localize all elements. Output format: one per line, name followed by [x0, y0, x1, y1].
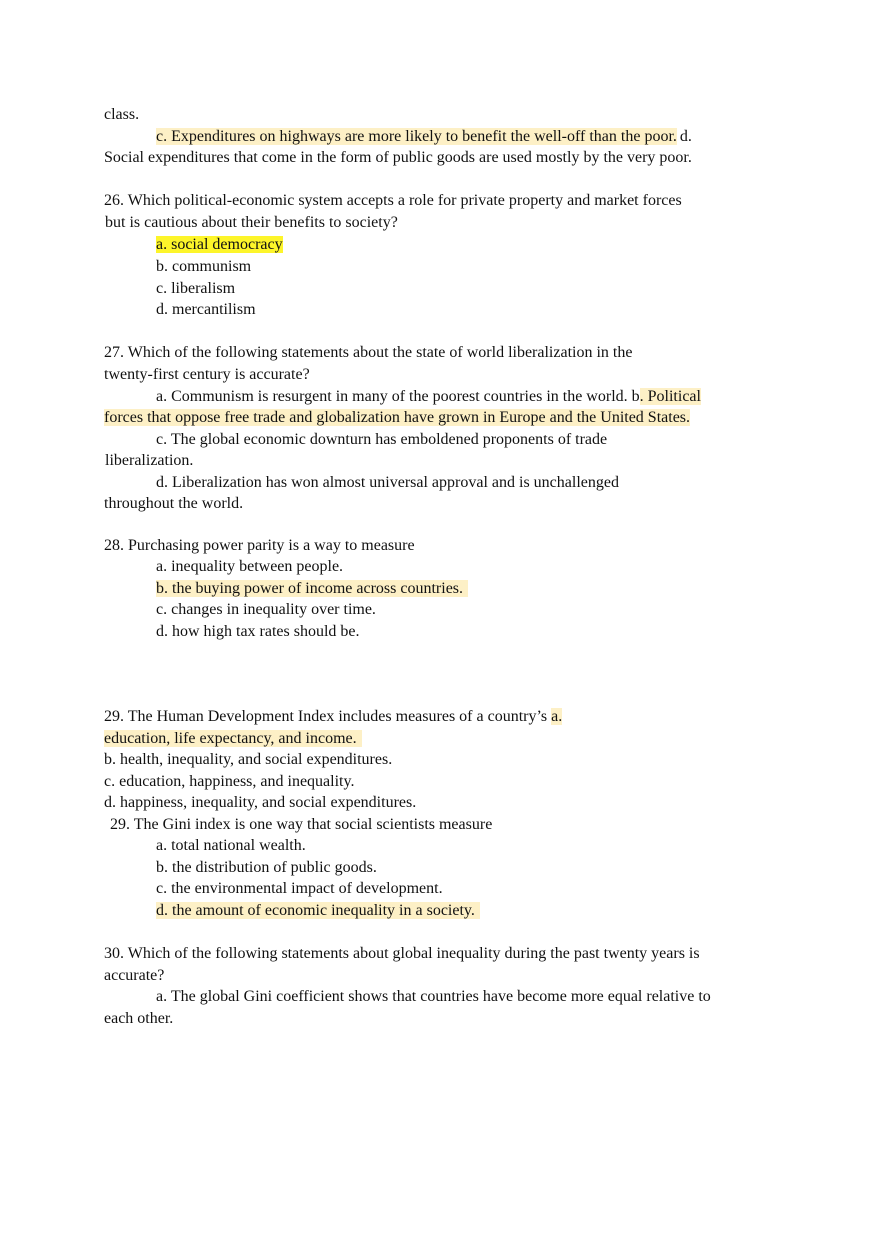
prev-option-d-text: Social expenditures that come in the form of public goods are used mostly by the very poor. — [104, 149, 692, 166]
q27-stem-line1: 27. Which of the following statements about the state of world liberalization in the — [104, 344, 633, 361]
highlighted-answer: . Political — [639, 388, 701, 405]
prev-option-d-label: d. — [679, 128, 692, 145]
q27-option-a: a. Communism is resurgent in many of the poorest countries in the world. b — [156, 388, 640, 405]
q29b-option-c: c. the environmental impact of development. — [156, 880, 443, 897]
q26-option-d: d. mercantilism — [156, 301, 256, 318]
prev-option-c-line — [156, 126, 692, 147]
q27-option-c-line1: c. The global economic downturn has emboldened proponents of trade — [156, 431, 608, 448]
q26-option-b: b. communism — [156, 258, 252, 275]
q28-option-a: a. inequality between people. — [156, 558, 344, 575]
q26-stem-line1: 26. Which political-economic system accepts a role for private property and market forces — [104, 192, 682, 209]
q26-option-a — [156, 234, 283, 255]
q28-stem: 28. Purchasing power parity is a way to measure — [104, 537, 415, 554]
q27-option-d-line2: throughout the world. — [104, 495, 244, 512]
q27-option-b-line2 — [104, 407, 690, 428]
highlighted-answer: a. — [551, 708, 563, 725]
q27-stem-line2: twenty-first century is accurate? — [104, 366, 310, 383]
q30-stem-line1: 30. Which of the following statements about global inequality during the past twenty years is — [104, 945, 700, 962]
q29b-stem: 29. The Gini index is one way that social scientists measure — [110, 816, 493, 833]
q27-option-d-line1: d. Liberalization has won almost universal approval and is unchallenged — [156, 474, 619, 491]
highlighted-answer: education, life expectancy, and income. — [104, 730, 362, 747]
q29a-option-b: b. health, inequality, and social expenditures. — [104, 751, 393, 768]
highlighted-answer: a. social democracy — [156, 236, 283, 253]
q30-stem-line2: accurate? — [104, 967, 165, 984]
q26-stem-line2: but is cautious about their benefits to society? — [105, 214, 398, 231]
q28-option-d: d. how high tax rates should be. — [156, 623, 360, 640]
q28-option-b — [156, 578, 468, 599]
prev-question-tail: class. — [104, 106, 140, 123]
q30-option-a-line1: a. The global Gini coefficient shows that countries have become more equal relative to — [156, 988, 711, 1005]
q29b-option-a: a. total national wealth. — [156, 837, 306, 854]
q29a-stem-line — [104, 706, 562, 727]
q29b-option-d — [156, 900, 480, 921]
q27-option-c-line2: liberalization. — [105, 452, 194, 469]
highlighted-answer: d. the amount of economic inequality in a society. — [156, 902, 480, 919]
q27-option-a-line — [156, 386, 701, 407]
q29a-option-a-line2 — [104, 728, 362, 749]
highlighted-answer: c. Expenditures on highways are more likely to benefit the well-off than the poor. — [156, 128, 677, 145]
q29a-option-d: d. happiness, inequality, and social expenditures. — [104, 794, 417, 811]
highlighted-answer: forces that oppose free trade and globalization have grown in Europe and the United States. — [104, 409, 691, 426]
q29a-option-c: c. education, happiness, and inequality. — [104, 773, 355, 790]
q29a-stem: 29. The Human Development Index includes measures of a country’s — [104, 708, 548, 725]
q30-option-a-line2: each other. — [104, 1010, 174, 1027]
q28-option-c: c. changes in inequality over time. — [156, 601, 376, 618]
q26-option-c: c. liberalism — [156, 280, 236, 297]
q29b-option-b: b. the distribution of public goods. — [156, 859, 377, 876]
highlighted-answer: b. the buying power of income across countries. — [156, 580, 468, 597]
